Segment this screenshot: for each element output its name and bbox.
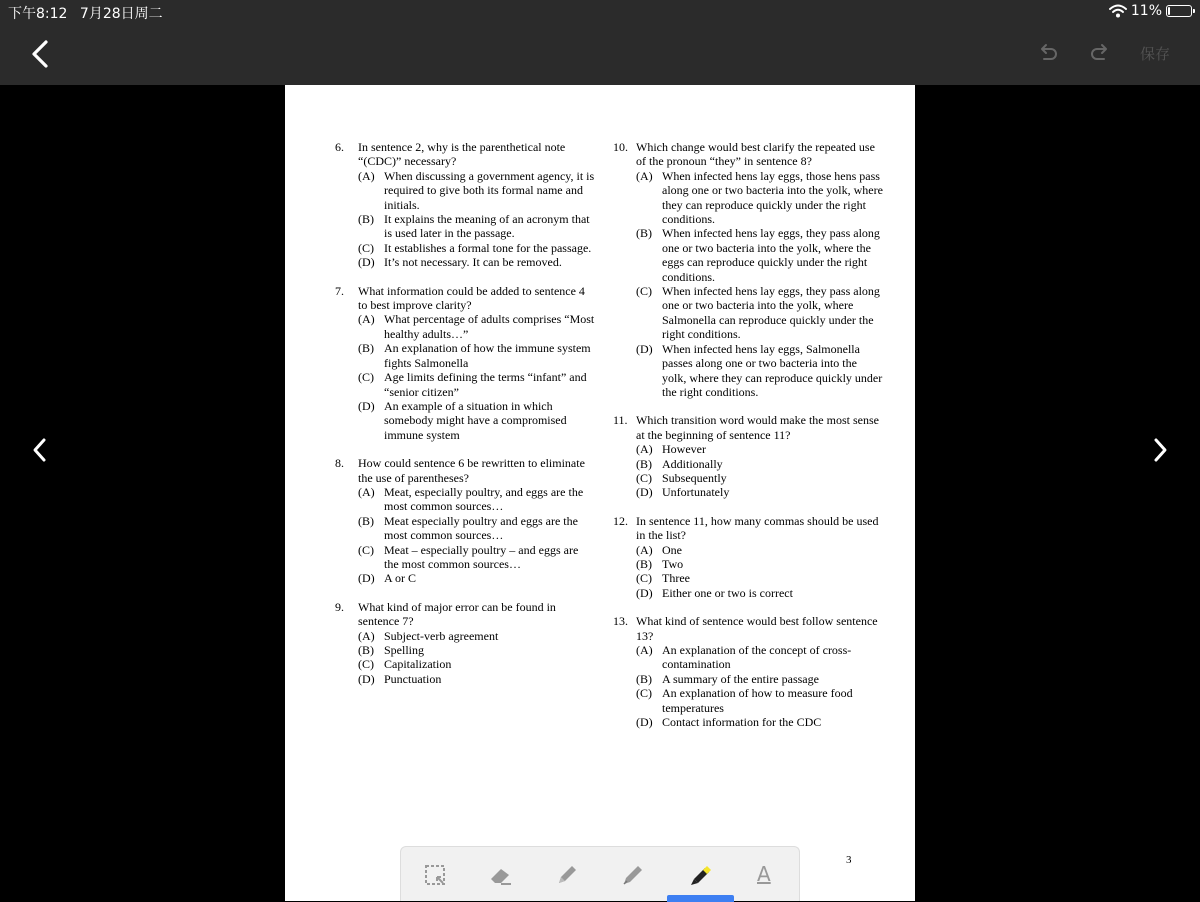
- option-text: Additionally: [662, 456, 723, 471]
- answer-option: [636, 284, 883, 342]
- option-text: Unfortunately: [662, 485, 730, 500]
- question-body: [358, 600, 595, 686]
- option-letter: (D): [636, 485, 653, 500]
- option-letter: (C): [636, 571, 652, 586]
- answer-option: [358, 370, 595, 399]
- option-letter: (B): [636, 226, 652, 241]
- question-stem: What kind of sentence would best follow sentence 13?: [636, 614, 878, 643]
- option-text: It establishes a formal tone for the passage.: [384, 240, 592, 255]
- question-number: 13.: [613, 614, 628, 629]
- question-number: 7.: [335, 283, 344, 298]
- question-body: [636, 413, 883, 499]
- question-stem: In sentence 11, how many commas should be used in the list?: [636, 513, 879, 543]
- option-letter: (D): [636, 341, 653, 356]
- text-tool-button[interactable]: A: [757, 862, 771, 886]
- option-text: A summary of the entire passage: [662, 671, 819, 686]
- previous-page-button[interactable]: [28, 436, 52, 464]
- nav-bar: [0, 24, 1200, 85]
- option-letter: (B): [636, 556, 652, 571]
- battery-percent: 11%: [1130, 3, 1162, 19]
- option-letter: (D): [636, 585, 653, 600]
- option-letter: (A): [358, 484, 375, 499]
- option-letter: (D): [358, 398, 375, 413]
- redo-icon: [1088, 42, 1112, 66]
- question-number: 6.: [335, 140, 344, 154]
- option-text: An explanation of how to measure food temperatures: [662, 686, 853, 715]
- answer-option: [358, 657, 595, 671]
- question-body: [358, 140, 595, 270]
- page-number: 3: [846, 854, 852, 866]
- option-letter: (C): [636, 686, 652, 701]
- option-letter: (C): [358, 240, 374, 255]
- answer-option: [358, 212, 595, 241]
- question-stem: In sentence 2, why is the parenthetical note “(CDC)” necessary?: [358, 140, 566, 169]
- answer-option: [636, 226, 883, 284]
- question-body: [636, 514, 883, 600]
- eraser-tool-button[interactable]: [487, 861, 515, 889]
- answer-option: [358, 672, 595, 686]
- answer-option: [636, 485, 883, 499]
- redo-button[interactable]: [1088, 42, 1112, 66]
- question-number: 8.: [335, 456, 344, 471]
- option-letter: (B): [636, 671, 652, 686]
- option-text: Meat especially poultry and eggs are the most common sources…: [384, 513, 578, 543]
- status-left: [8, 3, 171, 23]
- answer-option: [358, 571, 595, 585]
- option-text: Subject-verb agreement: [384, 628, 499, 643]
- undo-button[interactable]: [1036, 42, 1060, 66]
- question-body: [358, 284, 595, 442]
- option-text: Contact information for the CDC: [662, 715, 822, 730]
- save-button[interactable]: 保存: [1140, 45, 1171, 63]
- pen-tool-button[interactable]: [619, 861, 647, 889]
- chevron-left-icon: [26, 38, 56, 70]
- back-button[interactable]: [26, 38, 56, 70]
- option-letter: (B): [636, 456, 652, 471]
- option-letter: (A): [636, 643, 653, 657]
- option-letter: (C): [636, 470, 652, 485]
- option-text: When infected hens lay eggs, those hens pass along one or two bacteria into the yolk, where they can reproduce quickly under the right conditions.: [662, 168, 883, 227]
- chevron-left-icon: [28, 436, 52, 464]
- battery-icon: [1166, 5, 1192, 17]
- answer-option: [358, 255, 595, 269]
- answer-option: [636, 715, 883, 729]
- highlighter-icon: [687, 861, 715, 889]
- option-text: An explanation of the concept of cross-contamination: [662, 643, 852, 672]
- pencil-icon: [553, 861, 581, 889]
- answer-option: [358, 312, 595, 341]
- question-body: [636, 614, 883, 729]
- option-text: Subsequently: [662, 470, 727, 485]
- option-letter: (A): [636, 542, 653, 557]
- question-number: 10.: [613, 140, 628, 154]
- option-letter: (D): [636, 715, 653, 730]
- option-text: Meat – especially poultry – and eggs are the most common sources…: [384, 542, 579, 571]
- question-body: [636, 140, 883, 399]
- option-letter: (A): [358, 312, 375, 327]
- option-text: Three: [662, 571, 690, 586]
- option-letter: (B): [358, 341, 374, 356]
- option-letter: (A): [358, 168, 375, 183]
- pencil-tool-button[interactable]: [553, 861, 581, 889]
- answer-option: [358, 485, 595, 514]
- option-text: When infected hens lay eggs, they pass along one or two bacteria into the yolk, where Salmonella can reproduce quickly under the right conditions.: [662, 284, 880, 342]
- option-text: When infected hens lay eggs, they pass along one or two bacteria into the yolk, where the eggs can reproduce quickly under the right conditions.: [662, 226, 880, 284]
- option-letter: (C): [358, 370, 374, 385]
- option-text: Meat, especially poultry, and eggs are the most common sources…: [384, 484, 584, 514]
- option-letter: (B): [358, 212, 374, 227]
- answer-option: [636, 571, 883, 585]
- answer-option: [358, 514, 595, 543]
- status-time: 下午8:12: [8, 6, 68, 22]
- answer-option: [636, 686, 883, 715]
- next-page-button[interactable]: [1148, 436, 1172, 464]
- question-item: [613, 514, 883, 600]
- option-text: Capitalization: [384, 657, 452, 672]
- question-item: [613, 140, 883, 399]
- question-item: [335, 600, 595, 686]
- pen-icon: [619, 861, 647, 889]
- option-text: What percentage of adults comprises “Most healthy adults…”: [384, 312, 595, 341]
- option-letter: (B): [358, 643, 374, 657]
- answer-option: [636, 543, 883, 557]
- option-text: One: [662, 542, 682, 557]
- question-item: [335, 284, 595, 442]
- answer-option: [358, 169, 595, 212]
- status-date: 7月28日周二: [79, 6, 163, 22]
- option-text: It explains the meaning of an acronym that is used later in the passage.: [384, 212, 590, 241]
- option-letter: (A): [358, 628, 375, 643]
- option-text: When infected hens lay eggs, Salmonella passes along one or two bacteria into the yolk, where they can reproduce quickly under the right conditions.: [662, 341, 883, 399]
- answer-option: [636, 557, 883, 571]
- option-text: Two: [662, 556, 684, 571]
- chevron-right-icon: [1148, 436, 1172, 464]
- answer-option: [636, 342, 883, 400]
- option-letter: (C): [358, 657, 374, 672]
- question-item: [613, 614, 883, 729]
- answer-option: [636, 586, 883, 600]
- answer-option: [636, 169, 883, 227]
- option-text: A or C: [384, 571, 417, 586]
- answer-option: [358, 643, 595, 657]
- question-stem: Which transition word would make the most sense at the beginning of sentence 11?: [636, 413, 879, 442]
- lasso-select-icon: [421, 861, 449, 889]
- answer-option: [636, 471, 883, 485]
- option-text: However: [662, 442, 706, 457]
- annotation-toolbar: [400, 846, 800, 901]
- option-text: Punctuation: [384, 671, 442, 686]
- document-page[interactable]: [285, 85, 915, 901]
- question-number: 11.: [613, 413, 628, 428]
- question-stem: Which change would best clarify the repeated use of the pronoun “they” in sentence 8?: [636, 140, 875, 169]
- option-text: An explanation of how the immune system fights Salmonella: [384, 341, 591, 370]
- selection-tool-button[interactable]: [421, 861, 449, 889]
- battery-fill: [1168, 7, 1170, 15]
- option-letter: (A): [636, 442, 653, 457]
- option-text: It’s not necessary. It can be removed.: [384, 255, 562, 270]
- question-stem: How could sentence 6 be rewritten to eliminate the use of parentheses?: [358, 456, 585, 485]
- eraser-icon: [487, 861, 515, 889]
- question-number: 12.: [613, 513, 628, 528]
- option-text: Spelling: [384, 643, 425, 657]
- option-letter: (C): [636, 284, 652, 299]
- right-column: [613, 140, 883, 743]
- undo-icon: [1036, 42, 1060, 66]
- highlighter-tool-button[interactable]: [687, 861, 715, 889]
- wifi-icon: [1109, 4, 1127, 18]
- answer-option: [636, 643, 883, 672]
- question-stem: What kind of major error can be found in sentence 7?: [358, 599, 556, 629]
- answer-option: [358, 341, 595, 370]
- option-text: An example of a situation in which somebody might have a compromised immune system: [384, 398, 567, 442]
- answer-option: [636, 442, 883, 456]
- answer-option: [358, 241, 595, 255]
- answer-option: [636, 457, 883, 471]
- option-letter: (A): [636, 168, 653, 183]
- question-item: [335, 456, 595, 586]
- answer-option: [358, 543, 595, 572]
- option-text: When discussing a government agency, it is required to give both its formal name and initials.: [384, 168, 595, 212]
- option-letter: (D): [358, 255, 375, 270]
- question-item: [613, 413, 883, 499]
- option-letter: (C): [358, 542, 374, 557]
- answer-option: [358, 399, 595, 442]
- option-letter: (B): [358, 513, 374, 528]
- question-stem: What information could be added to sentence 4 to best improve clarity?: [358, 283, 585, 313]
- question-number: 9.: [335, 599, 344, 614]
- status-right: [1109, 3, 1192, 19]
- option-text: Either one or two is correct: [662, 585, 793, 600]
- option-letter: (D): [358, 571, 375, 586]
- answer-option: [636, 672, 883, 686]
- answer-option: [358, 629, 595, 643]
- question-item: [335, 140, 595, 270]
- option-text: Age limits defining the terms “infant” and “senior citizen”: [384, 370, 587, 399]
- question-body: [358, 456, 595, 586]
- status-bar: [0, 0, 1200, 24]
- option-letter: (D): [358, 671, 375, 686]
- left-column: [335, 140, 595, 700]
